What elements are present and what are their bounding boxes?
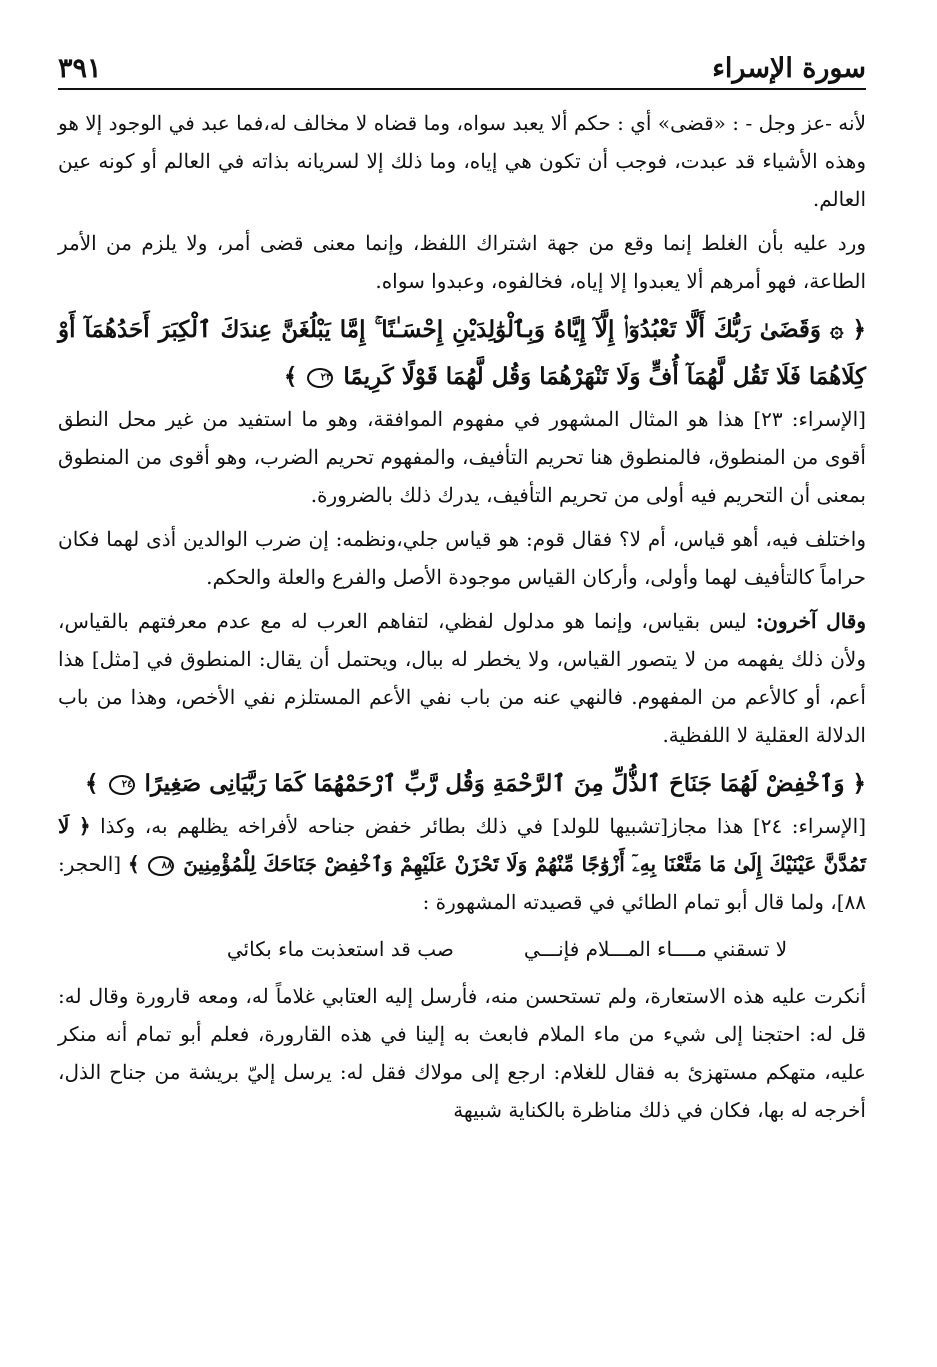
page-header — [58, 30, 866, 90]
inline-verse-text: لَا تَمُدَّنَّ عَيْنَيْكَ إِلَىٰ مَا مَتَّعْنَا بِهِۦٓ أَزْوَٰجًا مِّنْهُمْ وَلَا تَحْزَنْ عَلَيْهِمْ وَٱخْفِضْ جَنَاحَكَ لِلْمُؤْمِنِينَ — [58, 814, 867, 876]
quran-verse-23 — [58, 306, 866, 400]
surah-title: سورة الإسراء — [712, 53, 866, 84]
quran-verse-24 — [58, 760, 866, 807]
poem-second-hemistich: صب قد استعذبت ماء بكائي — [226, 937, 454, 961]
verse-text: وَٱخْفِضْ لَهُمَا جَنَاحَ ٱلذُّلِّ مِنَ ٱلرَّحْمَةِ وَقُل رَّبِّ ٱرْحَمْهُمَا كَمَا رَبَّيَانِى صَغِيرًا — [144, 770, 845, 797]
poem-first-hemistich: لا تسقني مــــاء المـــلام فإنـــي — [523, 937, 788, 961]
verse-close-bracket: ﴾ — [85, 770, 99, 797]
verse-number-marker: ٢٣ — [307, 368, 333, 388]
paragraph-2: ورد عليه بأن الغلط إنما وقع من جهة اشتراك اللفظ، وإنما معنى قضى أمر، ولا يلزم من الأمر الطاعة، فهو أمرهم ألا يعبدوا إلا إياه، فخالفوه، وعبدوا سواه. — [58, 231, 866, 293]
verse-close-bracket: ﴾ — [127, 852, 140, 876]
verse-number-marker: ٢٤ — [109, 775, 135, 795]
poem-verse — [148, 927, 866, 971]
paragraph-lead: وقال آخرون: — [755, 609, 867, 633]
paragraph-text-before: [الإسراء: ٢٤] هذا مجاز[تشبيها للولد] في ذلك بطائر خفض جناحه لأفراخه يظلهم به، وكذا — [90, 814, 866, 838]
book-page — [58, 30, 866, 1129]
paragraph-6 — [58, 807, 866, 921]
page-content — [58, 90, 866, 1129]
paragraph-1: لأنه -عز وجل - : «قضى» أي : حكم ألا يعبد سواه، وما قضاه لا مخالف له،فما عبد في الوجود إلا هو وهذه الأشياء قد عبدت، فوجب أن تكون هي إياه، وما ذلك إلا لسريانه بذاته في العالم أو كونه عين العالم. — [58, 111, 866, 211]
paragraph-text-after: [الحجر: ٨٨]، ولما قال أبو تمام الطائي في قصيدته المشهورة : — [58, 852, 866, 914]
paragraph-5 — [58, 602, 866, 754]
page-number: ٣٩١ — [58, 53, 102, 84]
verse-open-bracket: ﴿ — [852, 316, 866, 343]
paragraph-7: أنكرت عليه هذه الاستعارة، ولم تستحسن منه، فأرسل إليه العتابي غلاماً له، ومعه قارورة وقال له: قل له: احتجنا إلى شيء من ماء الملام فابعث به إلينا في هذه القارورة، فعلم أبو تمام أنه منكر عليه، متهكم مستهزئ به فقال للغلام: ارجع إلى مولاك فقل له: يرسل إليّ بريشة من جناح الذل، أخرجه له بها، فكان في ذلك مناظرة بالكناية شبيهة — [58, 984, 867, 1122]
paragraph-4: واختلف فيه، أهو قياس، أم لا؟ فقال قوم: هو قياس جلي،ونظمه: إن ضرب الوالدين أذى لهما فكان حراماً كالتأفيف لهما وأولى، وأركان القياس موجودة الأصل والفرع والعلة والحكم. — [58, 527, 866, 589]
paragraph-text: ليس بقياس، وإنما هو مدلول لفظي، لتفاهم العرب له مع عدم معرفتهم بالقياس، ولأن ذلك يفهمه من لا يتصور القياس، ولا يخطر له ببال، ويحتمل أن يقال: المنطوق في [مثل] هذا أعم، أو كالأعم من المفهوم. فالنهي عنه من باب نفي الأعم المستلزم نفي الأخص، وهذا من باب الدلالة العقلية لا اللفظية. — [58, 609, 866, 747]
paragraph-3: [الإسراء: ٢٣] هذا هو المثال المشهور في مفهوم الموافقة، وهو ما استفيد من غير محل النطق أقوى من المنطوق، فالمنطوق هنا تحريم التأفيف، والمفهوم تحريم الضرب، وهو أقوى من المنطوق بمعنى أن التحريم فيه أولى من تحريم التأفيف، يدرك ذلك بالضرورة. — [58, 407, 866, 507]
verse-open-bracket: ﴿ — [852, 770, 866, 797]
verse-text: ۞ وَقَضَىٰ رَبُّكَ أَلَّا تَعْبُدُوٓا۟ إِلَّآ إِيَّاهُ وَبِٱلْوَٰلِدَيْنِ إِحْسَـٰنًا ۚ إِمَّا يَبْلُغَنَّ عِندَكَ ٱلْكِبَرَ أَحَدُهُمَآ أَوْ كِلَاهُمَا فَلَا تَقُل لَّهُمَآ أُفٍّ وَلَا تَنْهَرْهُمَا وَقُل لَّهُمَا قَوْلًا كَرِيمًا — [58, 316, 866, 390]
verse-open-bracket: ﴿ — [78, 814, 91, 838]
verse-number-marker: ٨٨ — [148, 856, 174, 876]
verse-close-bracket: ﴾ — [283, 363, 298, 390]
